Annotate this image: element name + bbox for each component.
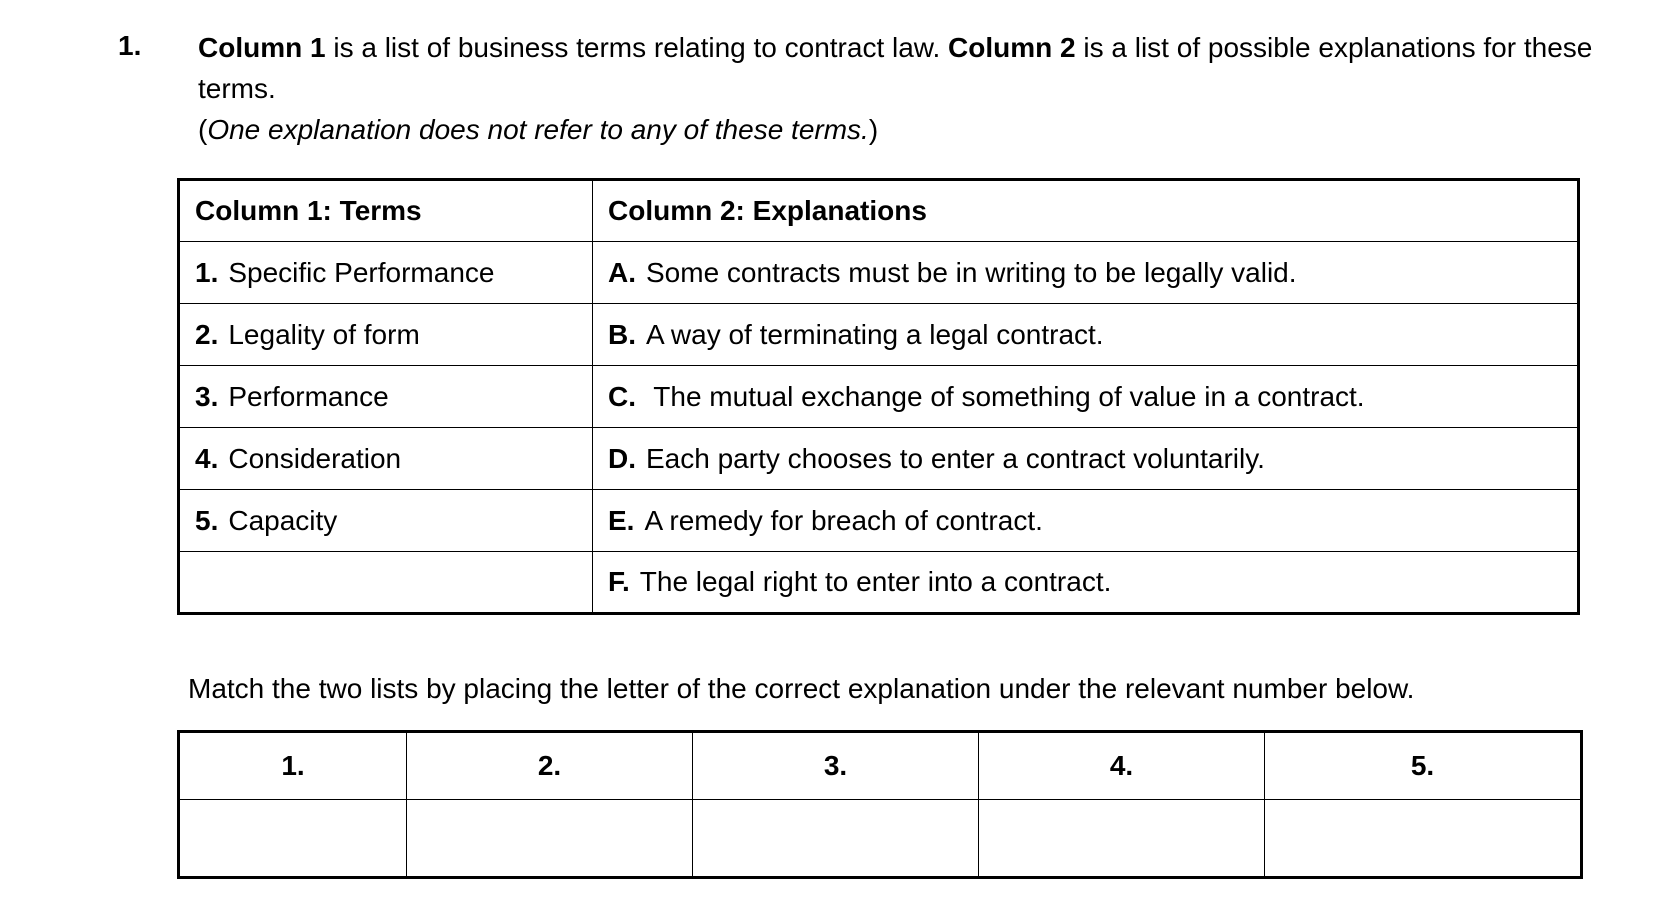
answer-cell-2[interactable] xyxy=(407,800,693,878)
term-cell xyxy=(179,428,593,490)
term-number: 5. xyxy=(195,504,219,536)
term-text: Capacity xyxy=(228,504,338,536)
explanation-text: The mutual exchange of something of value in a contract. xyxy=(646,380,1365,412)
term-cell-empty xyxy=(179,552,593,614)
answer-cell-5[interactable] xyxy=(1265,800,1582,878)
table-row xyxy=(179,366,1579,428)
explanation-cell xyxy=(593,366,1579,428)
table-header-row xyxy=(179,180,1579,242)
table-row xyxy=(179,552,1579,614)
term-number: 1. xyxy=(195,256,219,288)
question-intro xyxy=(198,27,1618,150)
table-row xyxy=(179,428,1579,490)
header-column-1: Column 1: Terms xyxy=(179,180,593,242)
column-1-label: Column 1 xyxy=(198,32,326,63)
explanation-text: Some contracts must be in writing to be legally valid. xyxy=(646,256,1297,288)
matching-instruction: Match the two lists by placing the letter of the correct explanation under the relevant number below. xyxy=(188,673,1415,704)
explanation-cell xyxy=(593,552,1579,614)
term-cell xyxy=(179,304,593,366)
explanation-cell xyxy=(593,490,1579,552)
answer-header-1: 1. xyxy=(179,732,407,800)
term-cell xyxy=(179,490,593,552)
explanation-text: The legal right to enter into a contract. xyxy=(639,566,1112,597)
term-text: Consideration xyxy=(228,442,402,474)
explanation-letter: D. xyxy=(608,442,636,474)
term-cell xyxy=(179,242,593,304)
question-number: 1. xyxy=(118,30,142,61)
answer-cell-3[interactable] xyxy=(693,800,979,878)
table-row xyxy=(179,490,1579,552)
term-cell xyxy=(179,366,593,428)
explanation-letter: E. xyxy=(608,504,635,536)
intro-text-part-1: is a list of business terms relating to contract law. xyxy=(325,32,949,63)
explanation-text: A remedy for breach of contract. xyxy=(644,504,1043,536)
header-column-2: Column 2: Explanations xyxy=(593,180,1579,242)
question-note xyxy=(198,109,1618,150)
term-text: Performance xyxy=(228,380,389,412)
answer-grid xyxy=(177,730,1583,879)
term-text: Specific Performance xyxy=(228,256,495,288)
term-number: 2. xyxy=(195,318,219,350)
explanation-text: A way of terminating a legal contract. xyxy=(646,318,1104,350)
answer-header-3: 3. xyxy=(693,732,979,800)
answer-header-4: 4. xyxy=(979,732,1265,800)
explanation-cell xyxy=(593,428,1579,490)
term-text: Legality of form xyxy=(228,318,420,350)
explanation-letter: A. xyxy=(608,256,636,288)
intro-text-part-2: is a list of possible explanations for these terms. xyxy=(198,32,1593,104)
table-row xyxy=(179,242,1579,304)
term-number: 3. xyxy=(195,380,219,412)
explanation-cell xyxy=(593,304,1579,366)
note-text: One explanation does not refer to any of these terms. xyxy=(207,114,869,145)
note-close-paren: ) xyxy=(868,114,879,145)
explanation-text: Each party chooses to enter a contract voluntarily. xyxy=(646,442,1265,474)
answer-header-row xyxy=(179,732,1582,800)
answer-input-row xyxy=(179,800,1582,878)
note-open-paren: ( xyxy=(198,114,208,145)
answer-header-2: 2. xyxy=(407,732,693,800)
explanation-letter: B. xyxy=(608,318,636,350)
table-row xyxy=(179,304,1579,366)
answer-cell-4[interactable] xyxy=(979,800,1265,878)
answer-header-5: 5. xyxy=(1265,732,1582,800)
explanation-letter: C. xyxy=(608,380,636,412)
explanation-letter: F. xyxy=(608,566,630,597)
column-2-label: Column 2 xyxy=(948,32,1076,63)
term-number: 4. xyxy=(195,442,219,474)
answer-cell-1[interactable] xyxy=(179,800,407,878)
terms-explanations-table xyxy=(177,178,1580,615)
explanation-cell xyxy=(593,242,1579,304)
